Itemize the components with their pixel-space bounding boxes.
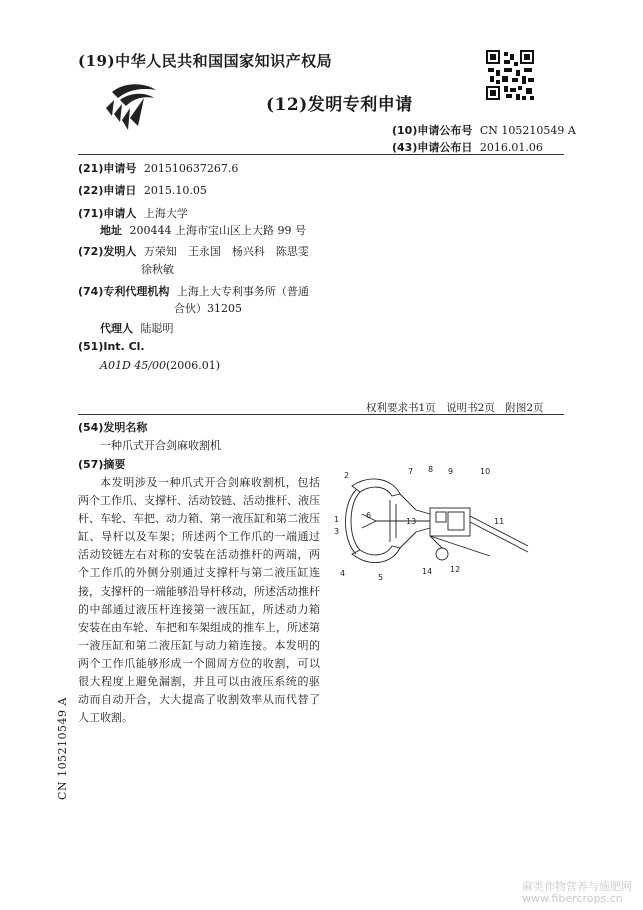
publication-date: 2016.01.06 <box>479 141 543 154</box>
abstract-line: 个工作爪的外侧分别通过支撑杆与第二液压缸连 <box>78 566 320 580</box>
address-row <box>100 222 306 238</box>
abstract-line: 两个工作爪、支撑杆、活动铰链、活动推杆、液压 <box>78 494 320 508</box>
field-code: (74) <box>78 285 104 298</box>
abstract-line: 接，支撑杆的一端能够沿导杆移动，所述活动推杆 <box>78 584 320 598</box>
figure-label: 11 <box>494 517 505 526</box>
figure-label: 5 <box>378 573 384 582</box>
header-divider <box>78 154 564 155</box>
abstract-line: 人工收割。 <box>78 711 133 725</box>
field-code: (71) <box>78 207 104 220</box>
figure-label: 4 <box>340 569 346 578</box>
application-number-row <box>78 160 238 176</box>
application-date: 2015.10.05 <box>143 184 207 197</box>
agency-line-1: 上海上大专利事务所（普通 <box>176 285 309 298</box>
figure-label: 12 <box>450 565 461 574</box>
abstract-text <box>78 474 320 727</box>
abstract-line: 安装在由车轮、车把和车架组成的推车上，所述第 <box>78 620 320 634</box>
publication-number-row <box>392 122 576 138</box>
figure-label: 7 <box>408 467 414 476</box>
abstract-line: 很大程度上避免漏割，并且可以由液压系统的驱 <box>78 675 320 689</box>
figure-label: 13 <box>406 517 417 526</box>
publication-number-label: (10)申请公布号 <box>392 124 473 137</box>
inventors-line-2-row <box>141 261 174 277</box>
figure-label: 3 <box>334 527 340 536</box>
field-label: 摘要 <box>103 458 126 471</box>
invention-title-text: 一种爪式开合剑麻收割机 <box>100 439 221 452</box>
figure-label: 14 <box>422 567 433 576</box>
field-code: (57) <box>78 458 104 471</box>
field-code: (22) <box>78 184 104 197</box>
agency-row <box>78 283 309 299</box>
publication-number: CN 105210549 A <box>479 124 576 137</box>
application-number: 201510637267.6 <box>143 162 239 175</box>
abstract-line: 活动铰链左右对称的安装在活动推杆的两端，两 <box>78 548 320 562</box>
abstract-heading-row <box>78 456 125 472</box>
field-label: 代理人 <box>100 322 133 335</box>
agent-row <box>100 320 174 336</box>
field-code: (72) <box>78 245 104 258</box>
field-label: 申请人 <box>103 207 137 220</box>
side-publication-number: CN 105210549 A <box>56 697 69 800</box>
figure-label: 9 <box>448 467 454 476</box>
publication-date-label: (43)申请公布日 <box>392 141 473 154</box>
field-label: 地址 <box>100 224 122 237</box>
field-label: 申请号 <box>103 162 137 175</box>
field-code: (51) <box>78 340 104 353</box>
publication-date-row <box>392 139 543 155</box>
intcl-class-row <box>100 359 220 372</box>
field-label: 申请日 <box>103 184 137 197</box>
abstract-line: 两个工作爪能够形成一个圆周方位的收割，可以 <box>78 656 320 670</box>
field-label: Int. Cl. <box>103 340 145 353</box>
field-label: 专利代理机构 <box>103 285 170 298</box>
abstract-line: 杆、车轮、车把、动力箱、第一液压缸和第二液压 <box>78 512 320 526</box>
field-label: 发明名称 <box>103 421 148 434</box>
figure-label: 10 <box>480 467 491 476</box>
application-date-row <box>78 182 207 198</box>
applicant-name: 上海大学 <box>143 207 188 220</box>
watermark-line-2: www.fibercrops.cn <box>522 892 623 905</box>
document-type-title: (12)发明专利申请 <box>266 95 413 115</box>
pages-divider <box>78 414 564 415</box>
figure-label: 2 <box>344 471 350 480</box>
agency-line-2-row <box>174 300 242 316</box>
inventors-line-1: 万荣知 王永国 杨兴科 陈思雯 <box>143 245 309 258</box>
qr-code-icon <box>486 50 534 100</box>
figure-label: 1 <box>334 515 340 524</box>
abstract-line: 本发明涉及一种爪式开合剑麻收割机，包括 <box>100 476 320 489</box>
abstract-line: 缸、导杆以及车架；所述两个工作爪的一端通过 <box>78 530 320 544</box>
sipo-emblem-logo <box>100 78 162 134</box>
agency-line-2: 合伙）31205 <box>174 302 242 315</box>
field-code: (54) <box>78 421 104 434</box>
pages-info: 权利要求书1页 说明书2页 附图2页 <box>366 402 544 414</box>
figure-label: 6 <box>366 511 372 520</box>
agent-name: 陆聪明 <box>140 322 174 335</box>
field-code: (21) <box>78 162 104 175</box>
intcl-row <box>78 340 145 353</box>
field-label: 发明人 <box>103 245 137 258</box>
abstract-line: 的中部通过液压杆连接第一液压缸，所述动力箱 <box>78 602 320 616</box>
watermark-line-1: 麻类作物营养与施肥网 <box>522 880 632 893</box>
inventors-row <box>78 243 309 259</box>
title-heading-row <box>78 419 147 435</box>
applicant-address: 200444 上海市宝山区上大路 99 号 <box>129 224 306 237</box>
intcl-year: (2006.01) <box>165 359 221 372</box>
applicant-row <box>78 205 188 221</box>
intcl-class: A01D 45/00 <box>100 359 166 372</box>
figure-label: 8 <box>428 465 434 474</box>
wheel <box>436 548 448 560</box>
office-name: (19)中华人民共和国国家知识产权局 <box>78 52 333 70</box>
inventors-line-2: 徐秋敏 <box>141 263 174 276</box>
abstract-figure <box>330 464 530 584</box>
abstract-line: 动而自动开合，大大提高了收割效率从而代替了 <box>78 693 320 707</box>
abstract-line: 一液压缸和第二液压缸与动力箱连接。本发明的 <box>78 638 320 652</box>
invention-title <box>100 437 221 453</box>
